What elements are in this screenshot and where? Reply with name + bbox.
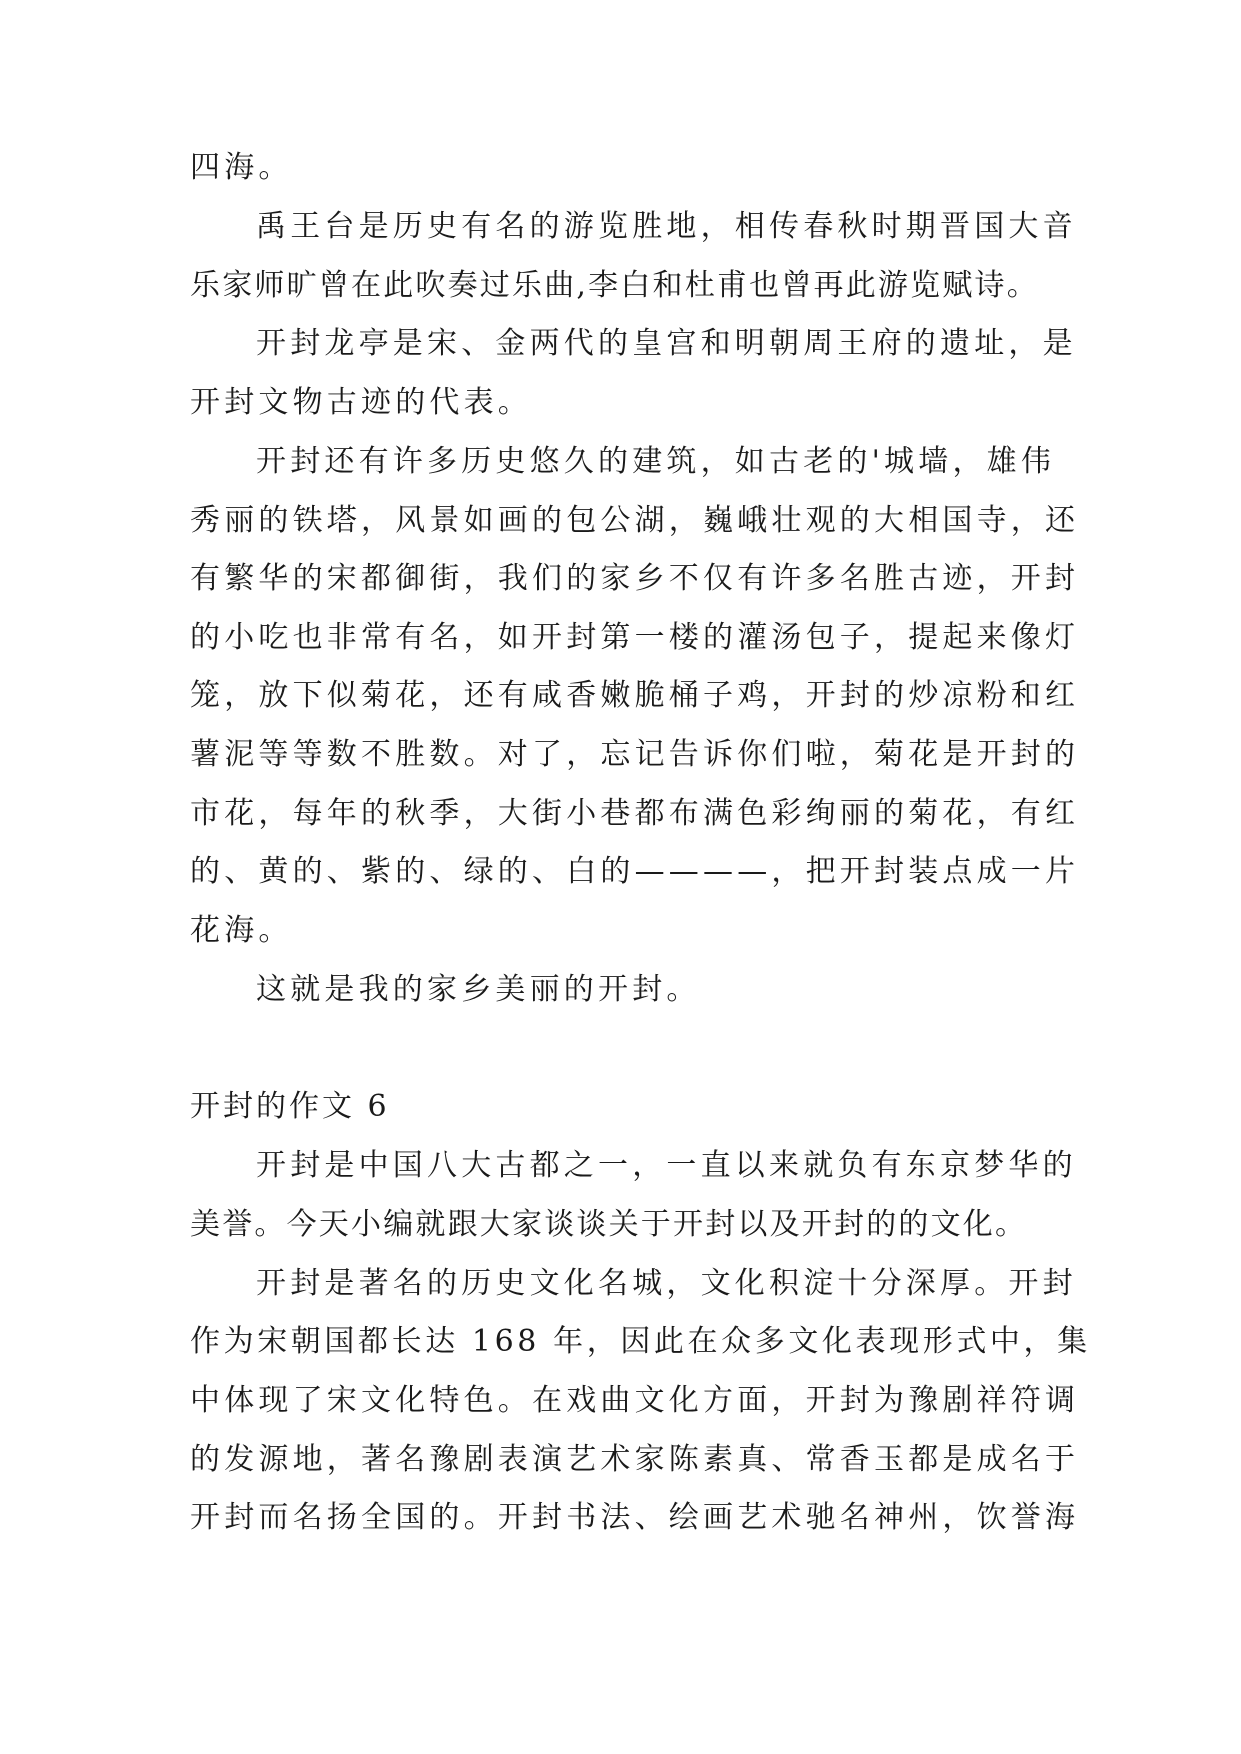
text-line: 花海。: [190, 913, 293, 948]
section-heading: 开封的作文 6: [190, 1089, 390, 1124]
text-line: 作为宋朝国都长达 168 年，因此在众多文化表现形式中，集: [190, 1324, 1091, 1359]
text-line: 乐家师旷曾在此吹奏过乐曲,李白和杜甫也曾再此游览赋诗。: [190, 268, 1039, 303]
paragraph-start-line: 开封龙亭是宋、金两代的皇宫和明朝周王府的遗址，是: [256, 326, 1077, 361]
text-line: 薯泥等等数不胜数。对了，忘记告诉你们啦，菊花是开封的: [190, 737, 1080, 772]
text-line: 的、黄的、紫的、绿的、白的————，把开封装点成一片: [190, 854, 1080, 889]
text-line: 四海。: [190, 150, 293, 185]
text-line: 美誉。今天小编就跟大家谈谈关于开封以及开封的的文化。: [190, 1207, 1028, 1242]
text-line: 市花，每年的秋季，大街小巷都布满色彩绚丽的菊花，有红: [190, 796, 1080, 831]
text-line: 笼，放下似菊花，还有咸香嫩脆桶子鸡，开封的炒凉粉和红: [190, 678, 1080, 713]
paragraph-start-line: 禹王台是历史有名的游览胜地，相传春秋时期晋国大音: [256, 209, 1077, 244]
text-line: 的发源地，著名豫剧表演艺术家陈素真、常香玉都是成名于: [190, 1442, 1080, 1477]
paragraph-start-line: 开封是著名的历史文化名城，文化积淀十分深厚。开封: [256, 1266, 1077, 1301]
text-line: 中体现了宋文化特色。在戏曲文化方面，开封为豫剧祥符调: [190, 1383, 1080, 1418]
paragraph-start-line: 开封还有许多历史悠久的建筑，如古老的'城墙，雄伟: [256, 444, 1056, 479]
text-line: 秀丽的铁塔，风景如画的包公湖，巍峨壮观的大相国寺，还: [190, 503, 1080, 538]
text-line: 开封文物古迹的代表。: [190, 385, 532, 420]
text-line: 开封而名扬全国的。开封书法、绘画艺术驰名神州，饮誉海: [190, 1500, 1080, 1535]
text-line: 有繁华的宋都御街，我们的家乡不仅有许多名胜古迹，开封: [190, 561, 1080, 596]
text-line: 的小吃也非常有名，如开封第一楼的灌汤包子，提起来像灯: [190, 620, 1080, 655]
paragraph-start-line: 这就是我的家乡美丽的开封。: [256, 972, 701, 1007]
paragraph-start-line: 开封是中国八大古都之一，一直以来就负有东京梦华的: [256, 1148, 1077, 1183]
